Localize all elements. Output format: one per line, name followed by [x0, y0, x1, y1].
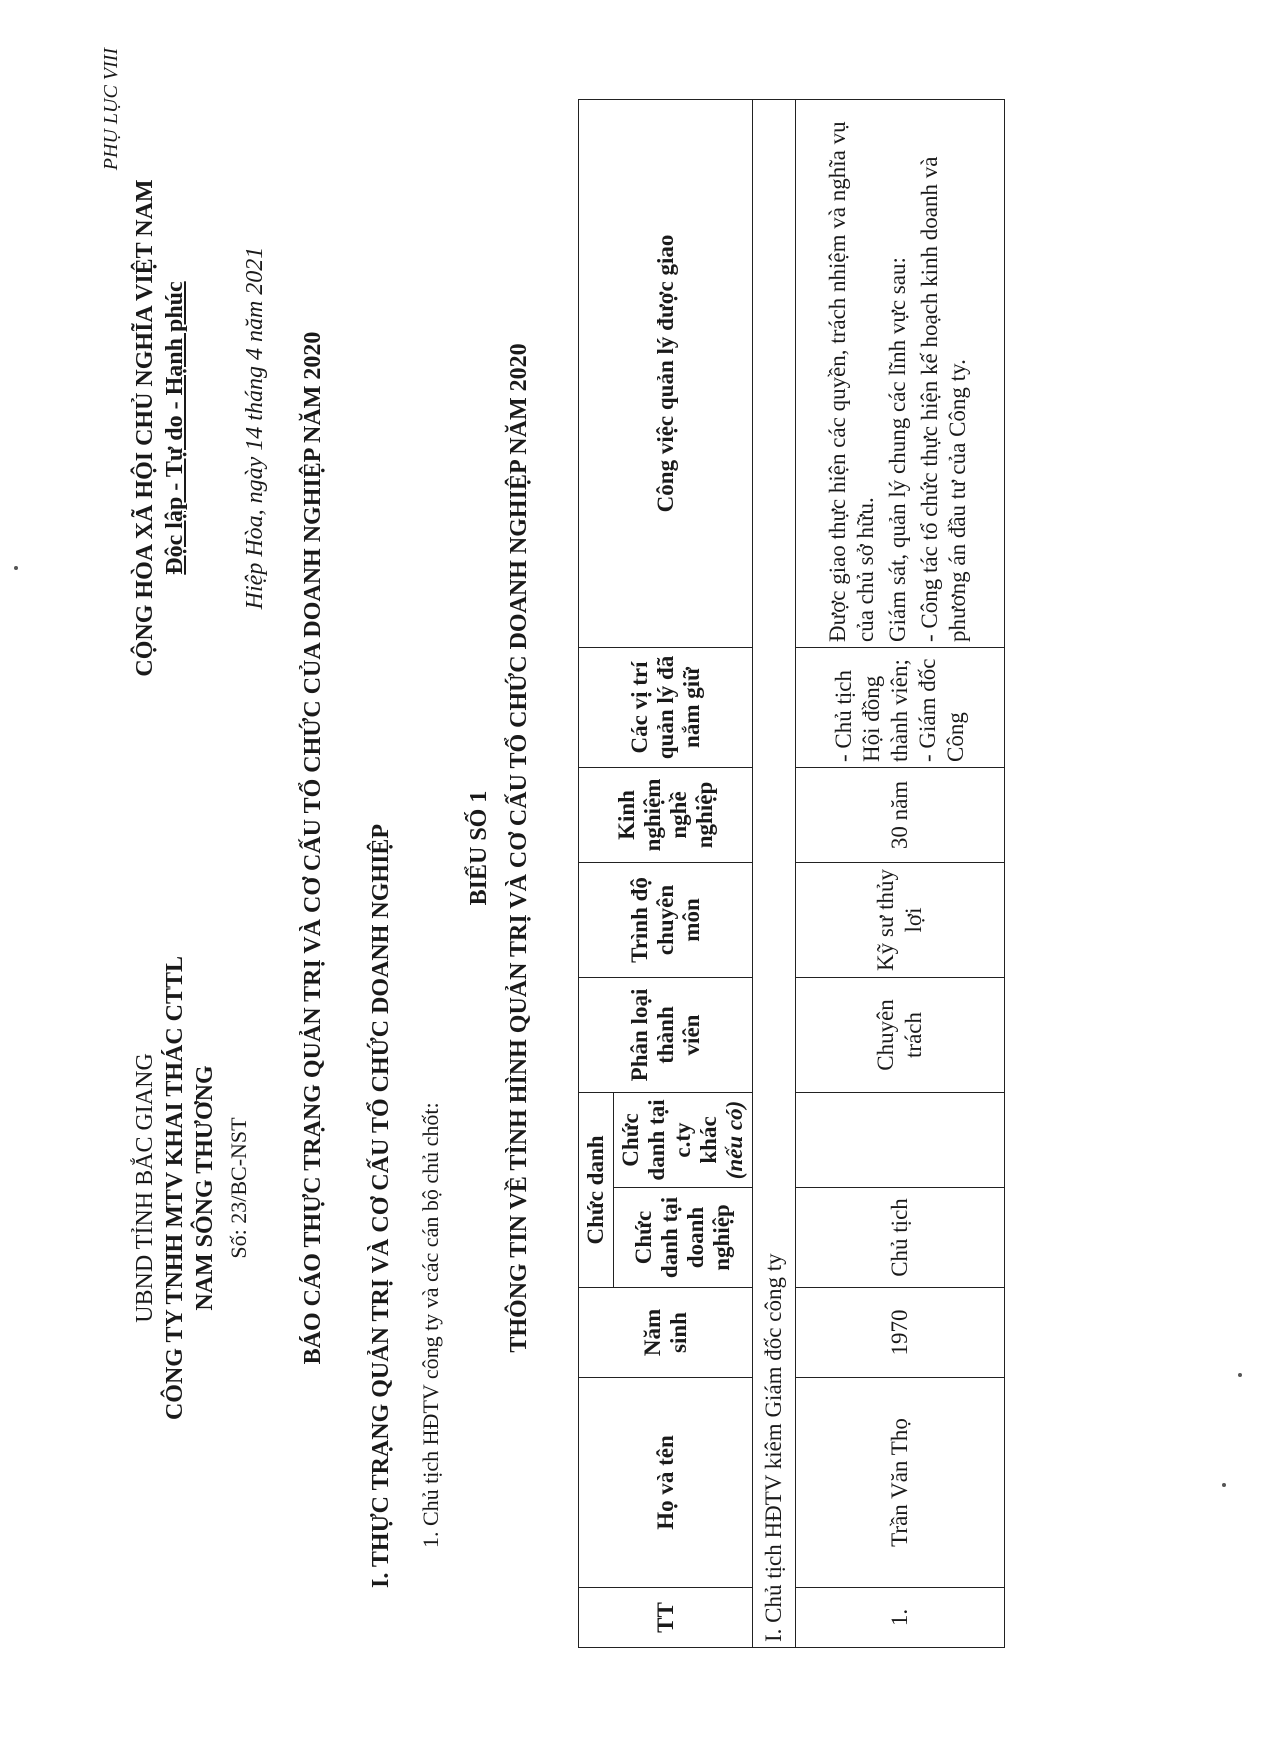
cell-title-other — [796, 1092, 1005, 1187]
appendix-label: PHỤ LỤC VIII — [100, 48, 122, 171]
cell-tt: 1. — [796, 1588, 1005, 1648]
company-name-line1: CÔNG TY TNHH MTV KHAI THÁC CTTL — [162, 955, 188, 1421]
national-header — [130, 118, 190, 738]
col-header-experience: Kinh nghiệm nghề nghiệp — [579, 767, 753, 862]
cell-duties — [796, 99, 1005, 647]
form-subtitle: THÔNG TIN VỀ TÌNH HÌNH QUẢN TRỊ VÀ CƠ CẤU TỔ CHỨC DOANH NGHIỆP NĂM 2020 — [506, 343, 532, 1353]
col-header-member-type: Phân loại thành viên — [579, 977, 753, 1092]
company-name-line2: NAM SÔNG THƯƠNG — [192, 1065, 218, 1311]
col-header-name: Họ và tên — [579, 1378, 753, 1588]
col-header-birth-year: Năm sinh — [579, 1288, 753, 1378]
report-title: BÁO CÁO THỰC TRẠNG QUẢN TRỊ VÀ CƠ CẤU TỔ CHỨC CỦA DOANH NGHIỆP NĂM 2020 — [300, 331, 326, 1365]
duty-line: Giám sát, quản lý chung các lĩnh vực sau: — [885, 257, 910, 642]
cell-title-in-company: Chủ tịch — [796, 1188, 1005, 1288]
table-row — [796, 99, 1005, 1647]
title-other-note: (nếu có) — [722, 1100, 747, 1180]
cell-member-type: Chuyên trách — [796, 977, 1005, 1092]
document-number: Số: 23/BC-NST — [226, 1117, 251, 1259]
cell-experience: 30 năm — [796, 767, 1005, 862]
col-header-title-other — [614, 1092, 753, 1187]
title-other-label: Chức danh tại c.ty khác — [618, 1099, 721, 1181]
scan-speck — [14, 566, 18, 570]
scan-speck — [1222, 1483, 1226, 1487]
col-header-qualification: Trình độ chuyên môn — [579, 862, 753, 977]
cell-birth-year: 1970 — [796, 1288, 1005, 1378]
place-and-date: Hiệp Hòa, ngày 14 tháng 4 năm 2021 — [242, 246, 268, 610]
governance-table — [578, 99, 1005, 1648]
col-header-title-in-company: Chức danh tại doanh nghiệp — [614, 1188, 753, 1288]
national-motto: Độc lập - Tự do - Hạnh phúc — [162, 281, 188, 575]
col-header-duties: Công việc quản lý được giao — [579, 99, 753, 647]
item-1-text: 1. Chủ tịch HĐTV công ty và các cán bộ chủ chốt: — [418, 1102, 443, 1548]
issuer-header — [130, 878, 254, 1498]
section-label: I. Chủ tịch HĐTV kiêm Giám đốc công ty — [753, 99, 796, 1647]
scan-speck — [1238, 1373, 1242, 1377]
col-header-tt: TT — [579, 1588, 753, 1648]
table-header-row-1 — [579, 99, 614, 1647]
duty-line: Được giao thực hiện các quyền, trách nhiệm và nghĩa vụ của chủ sở hữu. — [825, 121, 878, 642]
col-header-positions-held: Các vị trí quản lý đã nắm giữ — [579, 647, 753, 767]
col-header-title-group: Chức danh — [579, 1092, 614, 1287]
authority-name: UBND TỈNH BẮC GIANG — [132, 1053, 158, 1323]
cell-name: Trần Văn Thọ — [796, 1378, 1005, 1588]
cell-positions-held: - Chủ tịch Hội đồng thành viên; - Giám đốc Công — [796, 647, 1005, 767]
cell-qualification: Kỹ sư thủy lợi — [796, 862, 1005, 977]
form-title: BIỂU SỐ 1 — [466, 790, 492, 906]
section-title: I. THỰC TRẠNG QUẢN TRỊ VÀ CƠ CẤU TỔ CHỨC DOANH NGHIỆP — [368, 823, 394, 1588]
table-section-row — [753, 99, 796, 1647]
country-name: CỘNG HÒA XÃ HỘI CHỦ NGHĨA VIỆT NAM — [132, 179, 158, 677]
duty-line: - Công tác tổ chức thực hiện kế hoạch kinh doanh và phương án đầu tư của Công ty. — [917, 156, 970, 642]
